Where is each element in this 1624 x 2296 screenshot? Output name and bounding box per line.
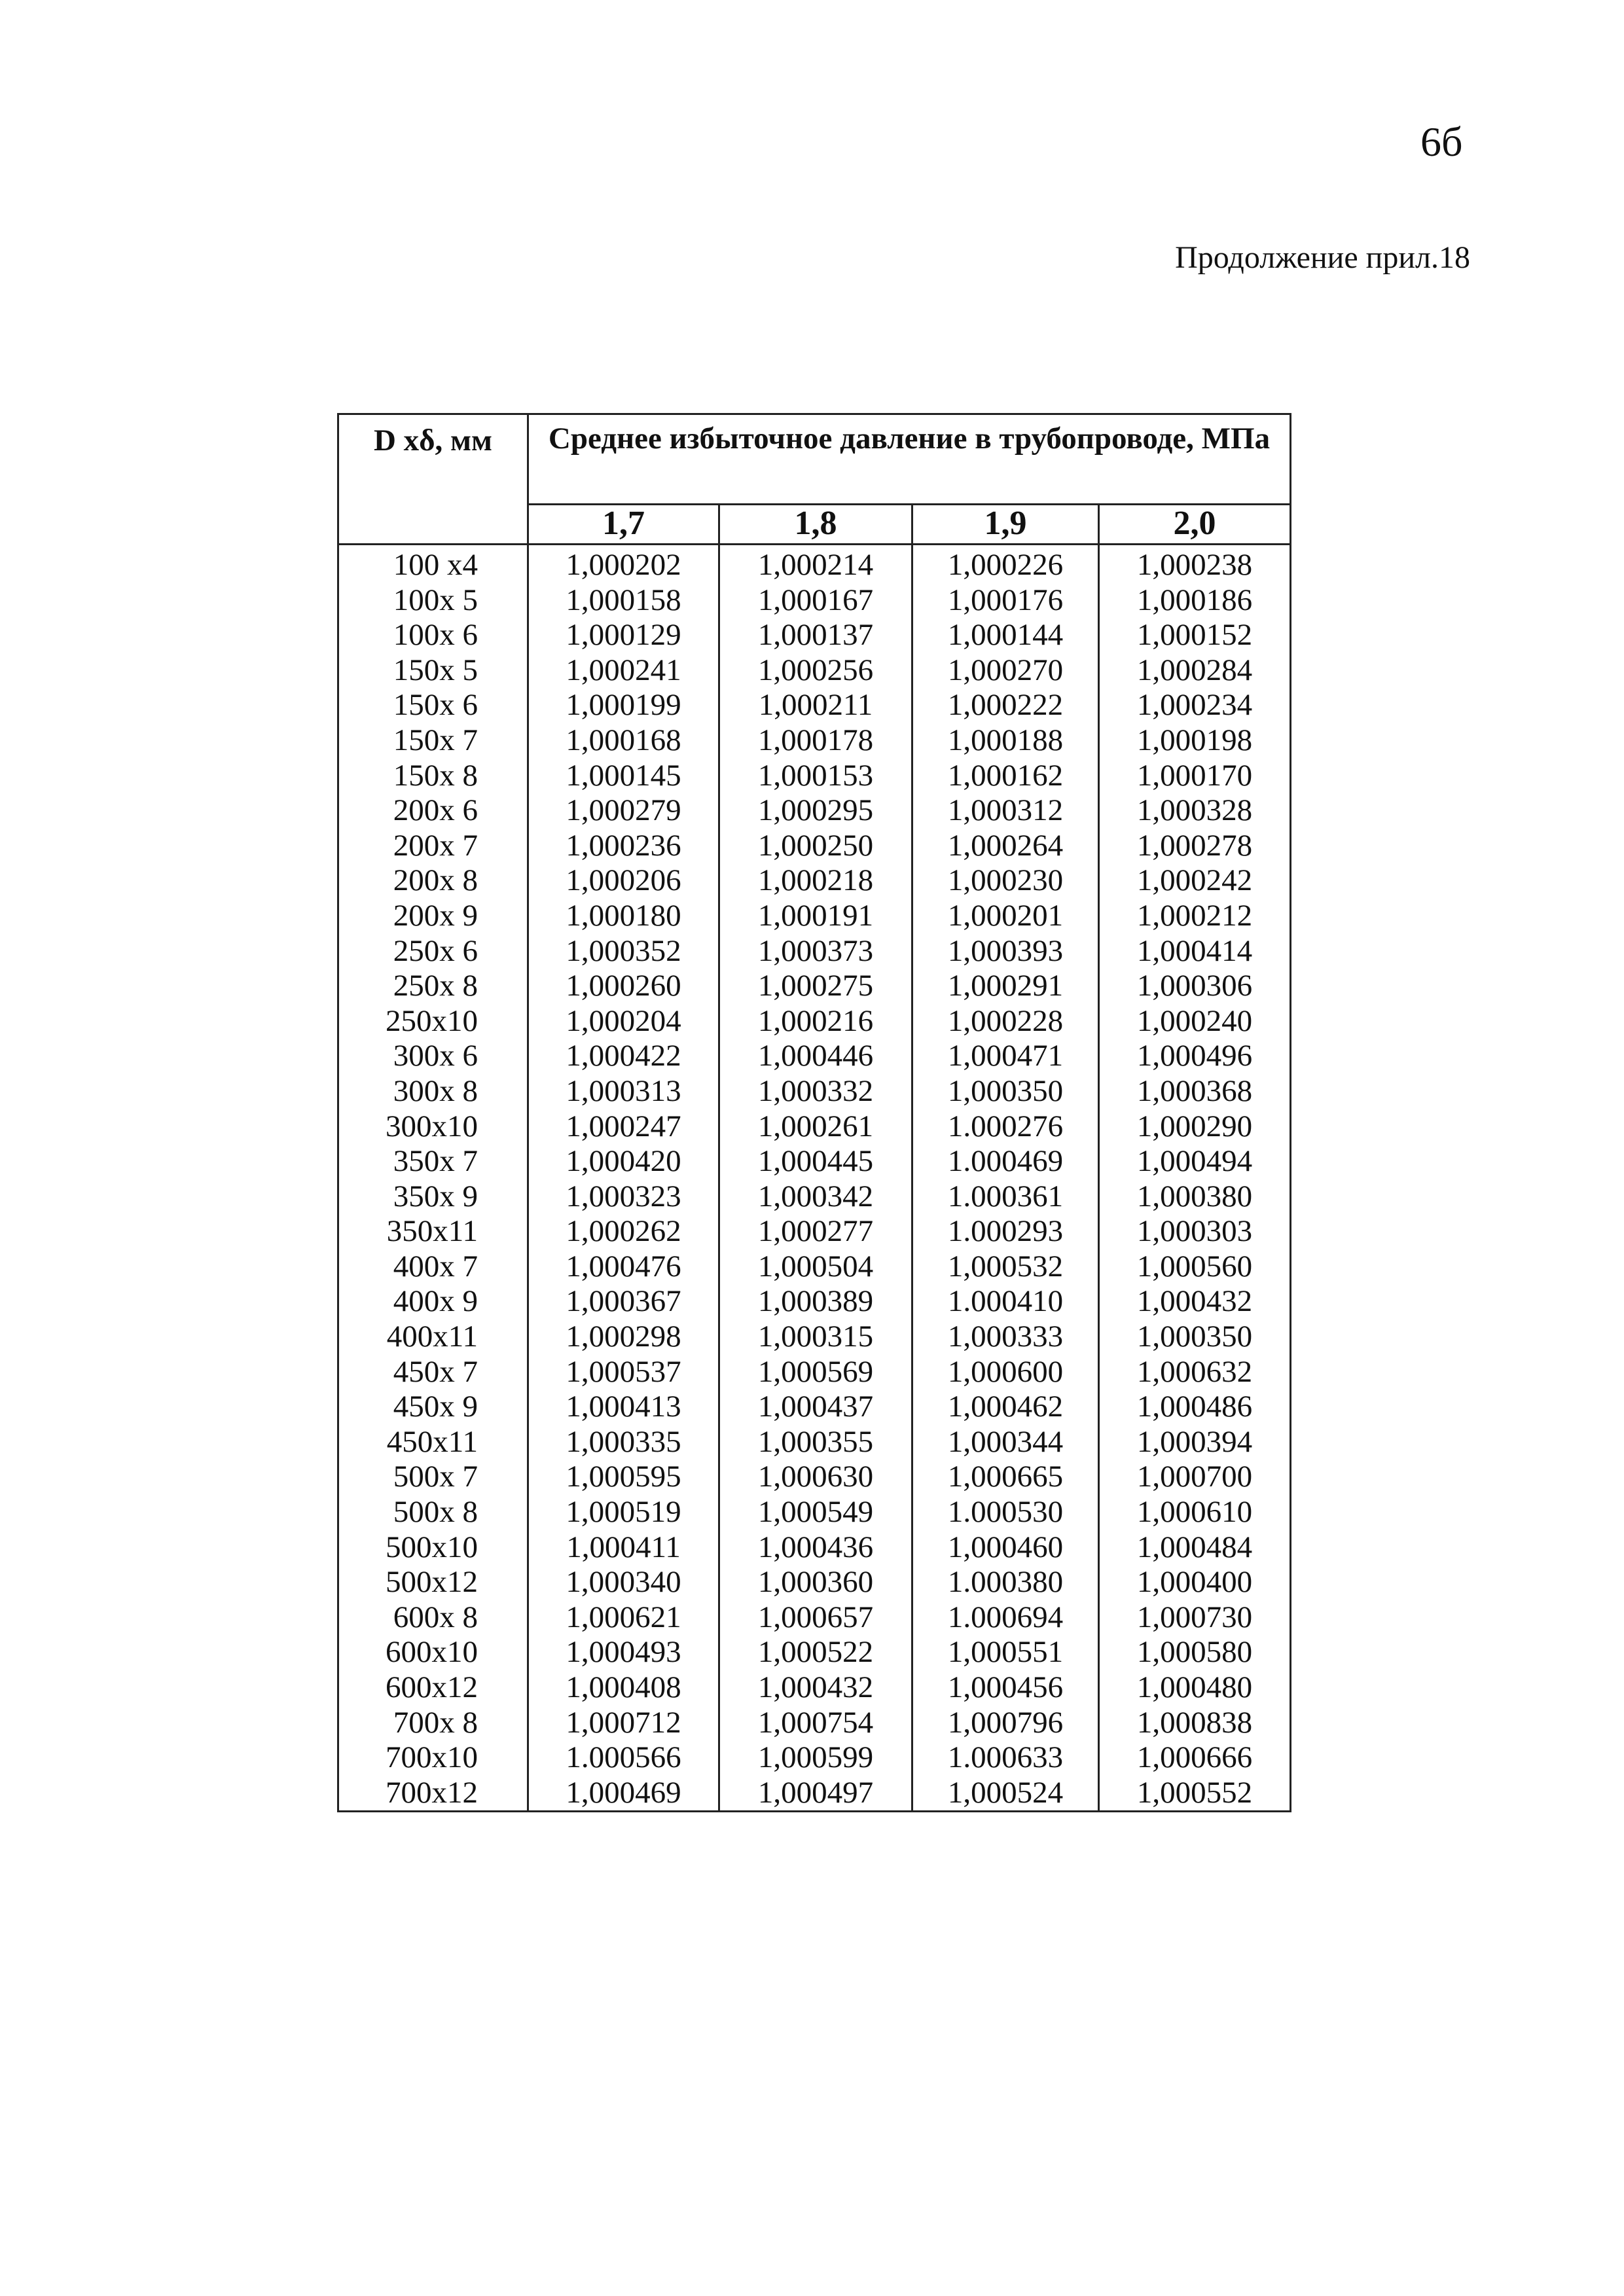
coefficient-cell: 1,000456 (912, 1670, 1099, 1706)
coefficient-cell: 1,000206 (528, 863, 719, 899)
table-row (338, 1600, 1291, 1636)
coefficient-cell: 1,000344 (912, 1425, 1099, 1460)
coefficient-cell: 1,000414 (1099, 934, 1291, 969)
coefficient-cell: 1,000413 (528, 1390, 719, 1425)
coefficient-cell: 1,000420 (528, 1144, 719, 1179)
coefficient-cell: 1,000303 (1099, 1214, 1291, 1249)
coefficient-cell: 1,000462 (912, 1390, 1099, 1425)
coefficient-cell: 1,000504 (719, 1249, 912, 1285)
diameter-wall-cell: 150x 6 (338, 688, 528, 723)
pressure-header: 1,8 (719, 504, 912, 544)
coefficient-cell: 1.000361 (912, 1179, 1099, 1215)
coefficient-cell: 1,000137 (719, 618, 912, 653)
table-row (338, 1355, 1291, 1390)
coefficient-cell: 1.000566 (528, 1740, 719, 1776)
coefficient-cell: 1,000595 (528, 1460, 719, 1495)
table-row (338, 1530, 1291, 1566)
coefficient-cell: 1,000838 (1099, 1706, 1291, 1741)
diameter-wall-cell: 250x10 (338, 1004, 528, 1039)
diameter-wall-cell: 700x12 (338, 1776, 528, 1812)
coefficient-cell: 1,000186 (1099, 583, 1291, 619)
coefficient-cell: 1,000560 (1099, 1249, 1291, 1285)
coefficient-cell: 1,000291 (912, 969, 1099, 1004)
coefficient-cell: 1,000230 (912, 863, 1099, 899)
diameter-wall-cell: 100x 5 (338, 583, 528, 619)
coefficient-cell: 1,000262 (528, 1214, 719, 1249)
diameter-wall-cell: 350x11 (338, 1214, 528, 1249)
coefficient-cell: 1,000599 (719, 1740, 912, 1776)
coefficient-cell: 1,000476 (528, 1249, 719, 1285)
coefficient-cell: 1,000180 (528, 899, 719, 934)
coefficient-cell: 1,000342 (719, 1179, 912, 1215)
pressure-header: 1,9 (912, 504, 1099, 544)
table-row (338, 1214, 1291, 1249)
coefficient-cell: 1,000493 (528, 1635, 719, 1670)
diameter-wall-cell: 600x 8 (338, 1600, 528, 1636)
coefficient-cell: 1,000264 (912, 829, 1099, 864)
coefficient-cell: 1,000497 (719, 1776, 912, 1812)
coefficient-cell: 1.000293 (912, 1214, 1099, 1249)
diameter-wall-cell: 250x 6 (338, 934, 528, 969)
coefficient-cell: 1,000242 (1099, 863, 1291, 899)
diameter-wall-cell: 200x 6 (338, 793, 528, 829)
coefficient-cell: 1,000460 (912, 1530, 1099, 1566)
table-row (338, 1565, 1291, 1600)
coefficient-cell: 1,000569 (719, 1355, 912, 1390)
table-row (338, 653, 1291, 689)
coefficient-cell: 1,000373 (719, 934, 912, 969)
coefficient-cell: 1,000211 (719, 688, 912, 723)
coefficient-cell: 1,000496 (1099, 1039, 1291, 1074)
coefficient-cell: 1,000204 (528, 1004, 719, 1039)
coefficient-cell: 1,000306 (1099, 969, 1291, 1004)
coefficient-cell: 1,000199 (528, 688, 719, 723)
table-row (338, 1495, 1291, 1530)
table-row (338, 899, 1291, 934)
table-row (338, 1039, 1291, 1074)
coefficient-cell: 1,000350 (912, 1074, 1099, 1109)
diameter-wall-cell: 350x 7 (338, 1144, 528, 1179)
table-row (338, 618, 1291, 653)
coefficient-cell: 1,000236 (528, 829, 719, 864)
table-row (338, 1390, 1291, 1425)
diameter-wall-cell: 500x10 (338, 1530, 528, 1566)
coefficient-cell: 1,000234 (1099, 688, 1291, 723)
table-row (338, 969, 1291, 1004)
coefficient-cell: 1,000152 (1099, 618, 1291, 653)
coefficient-cell: 1,000754 (719, 1706, 912, 1741)
diameter-wall-cell: 500x12 (338, 1565, 528, 1600)
coefficient-cell: 1,000408 (528, 1670, 719, 1706)
coefficient-cell: 1,000610 (1099, 1495, 1291, 1530)
coefficient-cell: 1,000261 (719, 1109, 912, 1145)
coefficient-cell: 1,000256 (719, 653, 912, 689)
diameter-wall-cell: 150x 7 (338, 723, 528, 759)
coefficient-cell: 1,000621 (528, 1600, 719, 1636)
table-row (338, 829, 1291, 864)
coefficient-cell: 1,000328 (1099, 793, 1291, 829)
pressure-group-header: Среднее избыточное давление в трубопроводе, МПа (528, 414, 1291, 505)
table-row (338, 1144, 1291, 1179)
diameter-wall-cell: 400x 9 (338, 1284, 528, 1319)
coefficient-cell: 1,000214 (719, 545, 912, 583)
table-row (338, 545, 1291, 583)
coefficient-cell: 1,000630 (719, 1460, 912, 1495)
coefficient-cell: 1,000260 (528, 969, 719, 1004)
diameter-wall-cell: 300x 8 (338, 1074, 528, 1109)
table-body (338, 545, 1291, 1812)
diameter-wall-cell: 500x 7 (338, 1460, 528, 1495)
coefficient-cell: 1,000360 (719, 1565, 912, 1600)
coefficient-cell: 1,000333 (912, 1319, 1099, 1355)
coefficient-cell: 1,000279 (528, 793, 719, 829)
coefficient-cell: 1,000355 (719, 1425, 912, 1460)
diameter-wall-cell: 450x11 (338, 1425, 528, 1460)
coefficient-cell: 1,000284 (1099, 653, 1291, 689)
table-row (338, 1319, 1291, 1355)
coefficient-cell: 1,000552 (1099, 1776, 1291, 1812)
diameter-wall-cell: 600x12 (338, 1670, 528, 1706)
coefficient-cell: 1,000313 (528, 1074, 719, 1109)
table-row (338, 1074, 1291, 1109)
diameter-wall-cell: 100x 6 (338, 618, 528, 653)
diameter-wall-cell: 700x 8 (338, 1706, 528, 1741)
coefficient-cell: 1,000350 (1099, 1319, 1291, 1355)
diameter-wall-cell: 150x 5 (338, 653, 528, 689)
diameter-wall-cell: 700x10 (338, 1740, 528, 1776)
coefficient-cell: 1,000632 (1099, 1355, 1291, 1390)
table-row (338, 759, 1291, 794)
pressure-coefficient-table (337, 413, 1291, 1812)
coefficient-cell: 1,000436 (719, 1530, 912, 1566)
coefficient-cell: 1,000129 (528, 618, 719, 653)
coefficient-cell: 1,000170 (1099, 759, 1291, 794)
table-row (338, 1284, 1291, 1319)
table-row (338, 1425, 1291, 1460)
coefficient-cell: 1,000394 (1099, 1425, 1291, 1460)
coefficient-cell: 1,000241 (528, 653, 719, 689)
coefficient-cell: 1,000222 (912, 688, 1099, 723)
coefficient-cell: 1,000524 (912, 1776, 1099, 1812)
diameter-wall-cell: 250x 8 (338, 969, 528, 1004)
coefficient-cell: 1,000277 (719, 1214, 912, 1249)
diameter-wall-cell: 300x10 (338, 1109, 528, 1145)
coefficient-cell: 1,000228 (912, 1004, 1099, 1039)
coefficient-cell: 1.000633 (912, 1740, 1099, 1776)
coefficient-cell: 1,000144 (912, 618, 1099, 653)
coefficient-cell: 1,000700 (1099, 1460, 1291, 1495)
coefficient-cell: 1,000201 (912, 899, 1099, 934)
coefficient-cell: 1,000212 (1099, 899, 1291, 934)
coefficient-cell: 1,000332 (719, 1074, 912, 1109)
coefficient-cell: 1,000666 (1099, 1740, 1291, 1776)
page-number: 6б (1420, 118, 1463, 165)
coefficient-cell: 1,000315 (719, 1319, 912, 1355)
coefficient-cell: 1,000730 (1099, 1600, 1291, 1636)
table-row (338, 1706, 1291, 1741)
coefficient-cell: 1,000471 (912, 1039, 1099, 1074)
coefficient-cell: 1,000153 (719, 759, 912, 794)
coefficient-cell: 1.000530 (912, 1495, 1099, 1530)
table-row (338, 1635, 1291, 1670)
table-row (338, 863, 1291, 899)
coefficient-cell: 1.000380 (912, 1565, 1099, 1600)
diameter-wall-cell: 100 x4 (338, 545, 528, 583)
coefficient-cell: 1,000600 (912, 1355, 1099, 1390)
coefficient-cell: 1,000202 (528, 545, 719, 583)
pressure-header: 2,0 (1099, 504, 1291, 544)
coefficient-cell: 1,000484 (1099, 1530, 1291, 1566)
coefficient-cell: 1,000238 (1099, 545, 1291, 583)
coefficient-cell: 1,000278 (1099, 829, 1291, 864)
coefficient-cell: 1,000480 (1099, 1670, 1291, 1706)
coefficient-cell: 1,000432 (719, 1670, 912, 1706)
coefficient-cell: 1,000162 (912, 759, 1099, 794)
coefficient-cell: 1,000335 (528, 1425, 719, 1460)
coefficient-cell: 1,000486 (1099, 1390, 1291, 1425)
table-row (338, 1740, 1291, 1776)
coefficient-cell: 1,000537 (528, 1355, 719, 1390)
coefficient-cell: 1,000368 (1099, 1074, 1291, 1109)
coefficient-cell: 1,000532 (912, 1249, 1099, 1285)
coefficient-cell: 1,000400 (1099, 1565, 1291, 1600)
coefficient-cell: 1,000796 (912, 1706, 1099, 1741)
table-row (338, 934, 1291, 969)
coefficient-cell: 1.000694 (912, 1600, 1099, 1636)
coefficient-cell: 1,000188 (912, 723, 1099, 759)
coefficient-cell: 1,000270 (912, 653, 1099, 689)
diameter-wall-cell: 350x 9 (338, 1179, 528, 1215)
coefficient-cell: 1,000393 (912, 934, 1099, 969)
coefficient-cell: 1,000168 (528, 723, 719, 759)
coefficient-cell: 1,000178 (719, 723, 912, 759)
coefficient-cell: 1,000551 (912, 1635, 1099, 1670)
diameter-wall-cell: 450x 9 (338, 1390, 528, 1425)
table-row (338, 793, 1291, 829)
coefficient-cell: 1,000665 (912, 1460, 1099, 1495)
coefficient-cell: 1,000275 (719, 969, 912, 1004)
coefficient-cell: 1,000519 (528, 1495, 719, 1530)
coefficient-cell: 1,000432 (1099, 1284, 1291, 1319)
coefficient-cell: 1,000445 (719, 1144, 912, 1179)
coefficient-cell: 1,000446 (719, 1039, 912, 1074)
coefficient-cell: 1,000580 (1099, 1635, 1291, 1670)
coefficient-cell: 1,000247 (528, 1109, 719, 1145)
table-row (338, 1179, 1291, 1215)
coefficient-cell: 1,000176 (912, 583, 1099, 619)
coefficient-cell: 1,000411 (528, 1530, 719, 1566)
coefficient-cell: 1,000352 (528, 934, 719, 969)
coefficient-cell: 1,000250 (719, 829, 912, 864)
coefficient-cell: 1.000469 (912, 1144, 1099, 1179)
coefficient-cell: 1,000437 (719, 1390, 912, 1425)
diameter-wall-cell: 400x11 (338, 1319, 528, 1355)
coefficient-cell: 1,000712 (528, 1706, 719, 1741)
diameter-wall-cell: 500x 8 (338, 1495, 528, 1530)
coefficient-cell: 1,000218 (719, 863, 912, 899)
coefficient-cell: 1.000276 (912, 1109, 1099, 1145)
coefficient-cell: 1,000422 (528, 1039, 719, 1074)
coefficient-cell: 1,000312 (912, 793, 1099, 829)
coefficient-cell: 1,000295 (719, 793, 912, 829)
coefficient-cell: 1,000522 (719, 1635, 912, 1670)
diameter-wall-cell: 300x 6 (338, 1039, 528, 1074)
table-row (338, 1776, 1291, 1812)
coefficient-cell: 1,000191 (719, 899, 912, 934)
coefficient-cell: 1,000340 (528, 1565, 719, 1600)
coefficient-cell: 1,000389 (719, 1284, 912, 1319)
coefficient-cell: 1,000380 (1099, 1179, 1291, 1215)
pressure-header: 1,7 (528, 504, 719, 544)
diameter-wall-cell: 600x10 (338, 1635, 528, 1670)
coefficient-cell: 1.000410 (912, 1284, 1099, 1319)
table-row (338, 1109, 1291, 1145)
table-row (338, 723, 1291, 759)
table-row (338, 1004, 1291, 1039)
coefficient-cell: 1,000240 (1099, 1004, 1291, 1039)
coefficient-cell: 1,000367 (528, 1284, 719, 1319)
table-row (338, 1249, 1291, 1285)
coefficient-cell: 1,000198 (1099, 723, 1291, 759)
diameter-wall-cell: 450x 7 (338, 1355, 528, 1390)
coefficient-cell: 1,000549 (719, 1495, 912, 1530)
coefficient-cell: 1,000226 (912, 545, 1099, 583)
coefficient-cell: 1,000167 (719, 583, 912, 619)
table-row (338, 1460, 1291, 1495)
coefficient-cell: 1,000494 (1099, 1144, 1291, 1179)
coefficient-cell: 1,000657 (719, 1600, 912, 1636)
diameter-wall-cell: 200x 9 (338, 899, 528, 934)
table-row (338, 1670, 1291, 1706)
coefficient-cell: 1,000323 (528, 1179, 719, 1215)
coefficient-cell: 1,000469 (528, 1776, 719, 1812)
diameter-wall-cell: 150x 8 (338, 759, 528, 794)
diameter-wall-cell: 400x 7 (338, 1249, 528, 1285)
coefficient-cell: 1,000145 (528, 759, 719, 794)
coefficient-cell: 1,000290 (1099, 1109, 1291, 1145)
diameter-wall-header: D xδ, мм (338, 414, 528, 545)
table-row (338, 688, 1291, 723)
coefficient-cell: 1,000298 (528, 1319, 719, 1355)
coefficient-cell: 1,000158 (528, 583, 719, 619)
diameter-wall-cell: 200x 7 (338, 829, 528, 864)
coefficient-cell: 1,000216 (719, 1004, 912, 1039)
table-row (338, 583, 1291, 619)
diameter-wall-cell: 200x 8 (338, 863, 528, 899)
continuation-note: Продолжение прил.18 (1175, 240, 1470, 275)
